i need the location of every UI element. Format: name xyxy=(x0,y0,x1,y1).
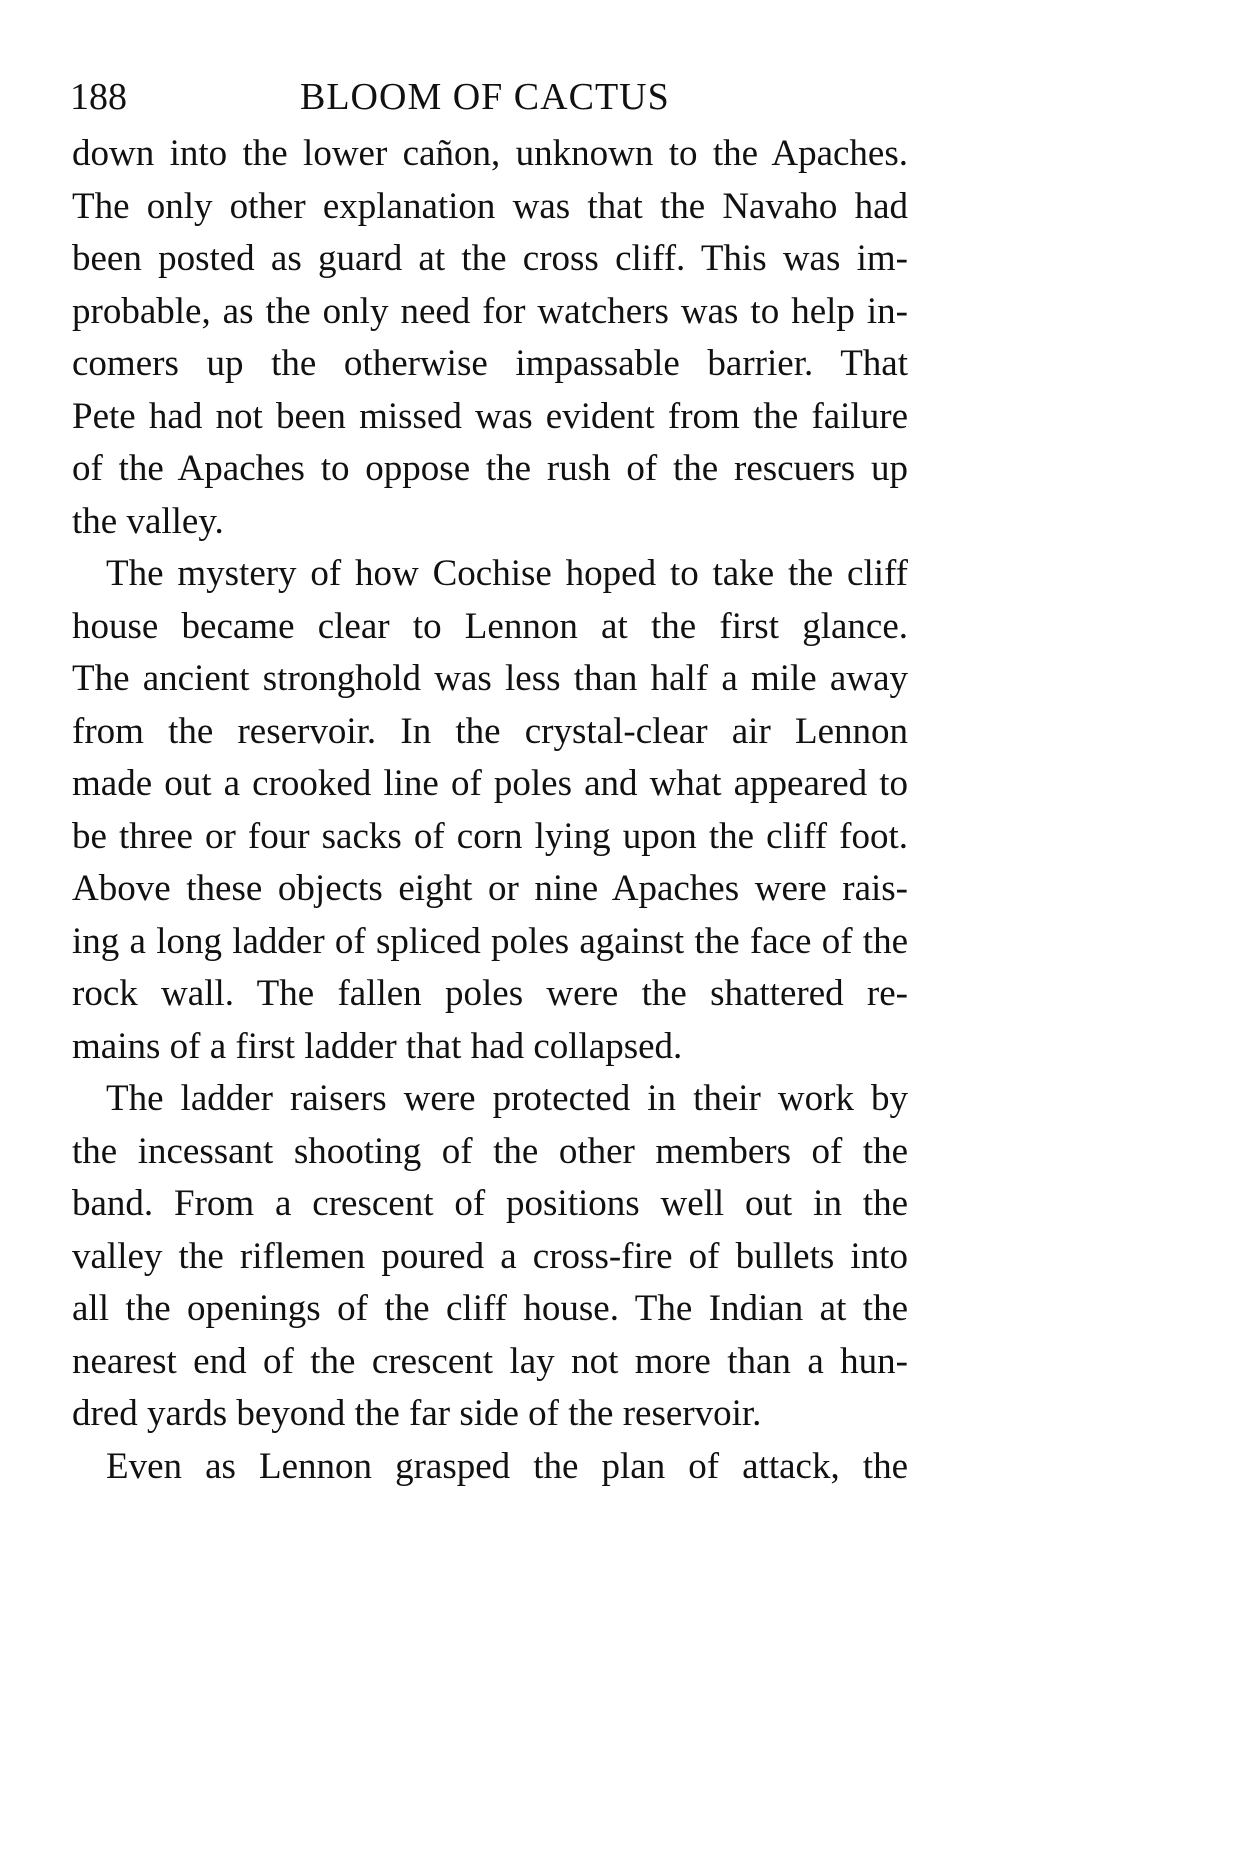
text-line: band. From a crescent of positions well out in the xyxy=(72,1183,908,1224)
text-line: mains of a first ladder that had collapsed. xyxy=(72,1025,683,1067)
running-head xyxy=(70,72,910,122)
text-line: Above these objects eight or nine Apaches were rais- xyxy=(72,868,908,909)
text-line: all the openings of the cliff house. The Indian at the xyxy=(72,1288,908,1329)
text-line: rock wall. The fallen poles were the shattered re- xyxy=(72,973,908,1014)
text-line: valley the riflemen poured a cross-fire of bullets into xyxy=(72,1235,908,1277)
text-line: The mystery of how Cochise hoped to take the cliff xyxy=(106,553,908,594)
text-line: the valley. xyxy=(72,500,224,542)
text-line: nearest end of the crescent lay not more than a hun- xyxy=(72,1340,908,1382)
text-line: The ancient stronghold was less than half a mile away xyxy=(72,658,908,699)
text-line: made out a crooked line of poles and what appeared to xyxy=(72,763,908,804)
text-line: be three or four sacks of corn lying upon the cliff foot. xyxy=(72,815,908,857)
text-line: The ladder raisers were protected in their work by xyxy=(106,1078,908,1119)
text-line: comers up the otherwise impassable barrier. That xyxy=(72,343,908,384)
text-line: Pete had not been missed was evident from the failure xyxy=(72,395,908,437)
page-number: 188 xyxy=(70,76,127,118)
text-line: dred yards beyond the far side of the reservoir. xyxy=(72,1393,762,1434)
text-line: of the Apaches to oppose the rush of the rescuers up xyxy=(72,448,908,489)
text-line: been posted as guard at the cross cliff. This was im- xyxy=(72,238,908,279)
running-title: BLOOM OF CACTUS xyxy=(300,76,670,118)
text-line: down into the lower cañon, unknown to the Apaches. xyxy=(72,133,908,174)
text-line: house became clear to Lennon at the first glance. xyxy=(72,605,908,647)
body-text xyxy=(72,128,908,1493)
text-line: ing a long ladder of spliced poles against the face of the xyxy=(72,920,908,962)
text-line: probable, as the only need for watchers was to help in- xyxy=(72,290,908,332)
text-line: Even as Lennon grasped the plan of attack, the xyxy=(106,1445,908,1487)
text-line: The only other explanation was that the Navaho had xyxy=(72,185,908,227)
text-line: the incessant shooting of the other members of the xyxy=(72,1130,908,1172)
text-line: from the reservoir. In the crystal-clear air Lennon xyxy=(72,710,908,752)
